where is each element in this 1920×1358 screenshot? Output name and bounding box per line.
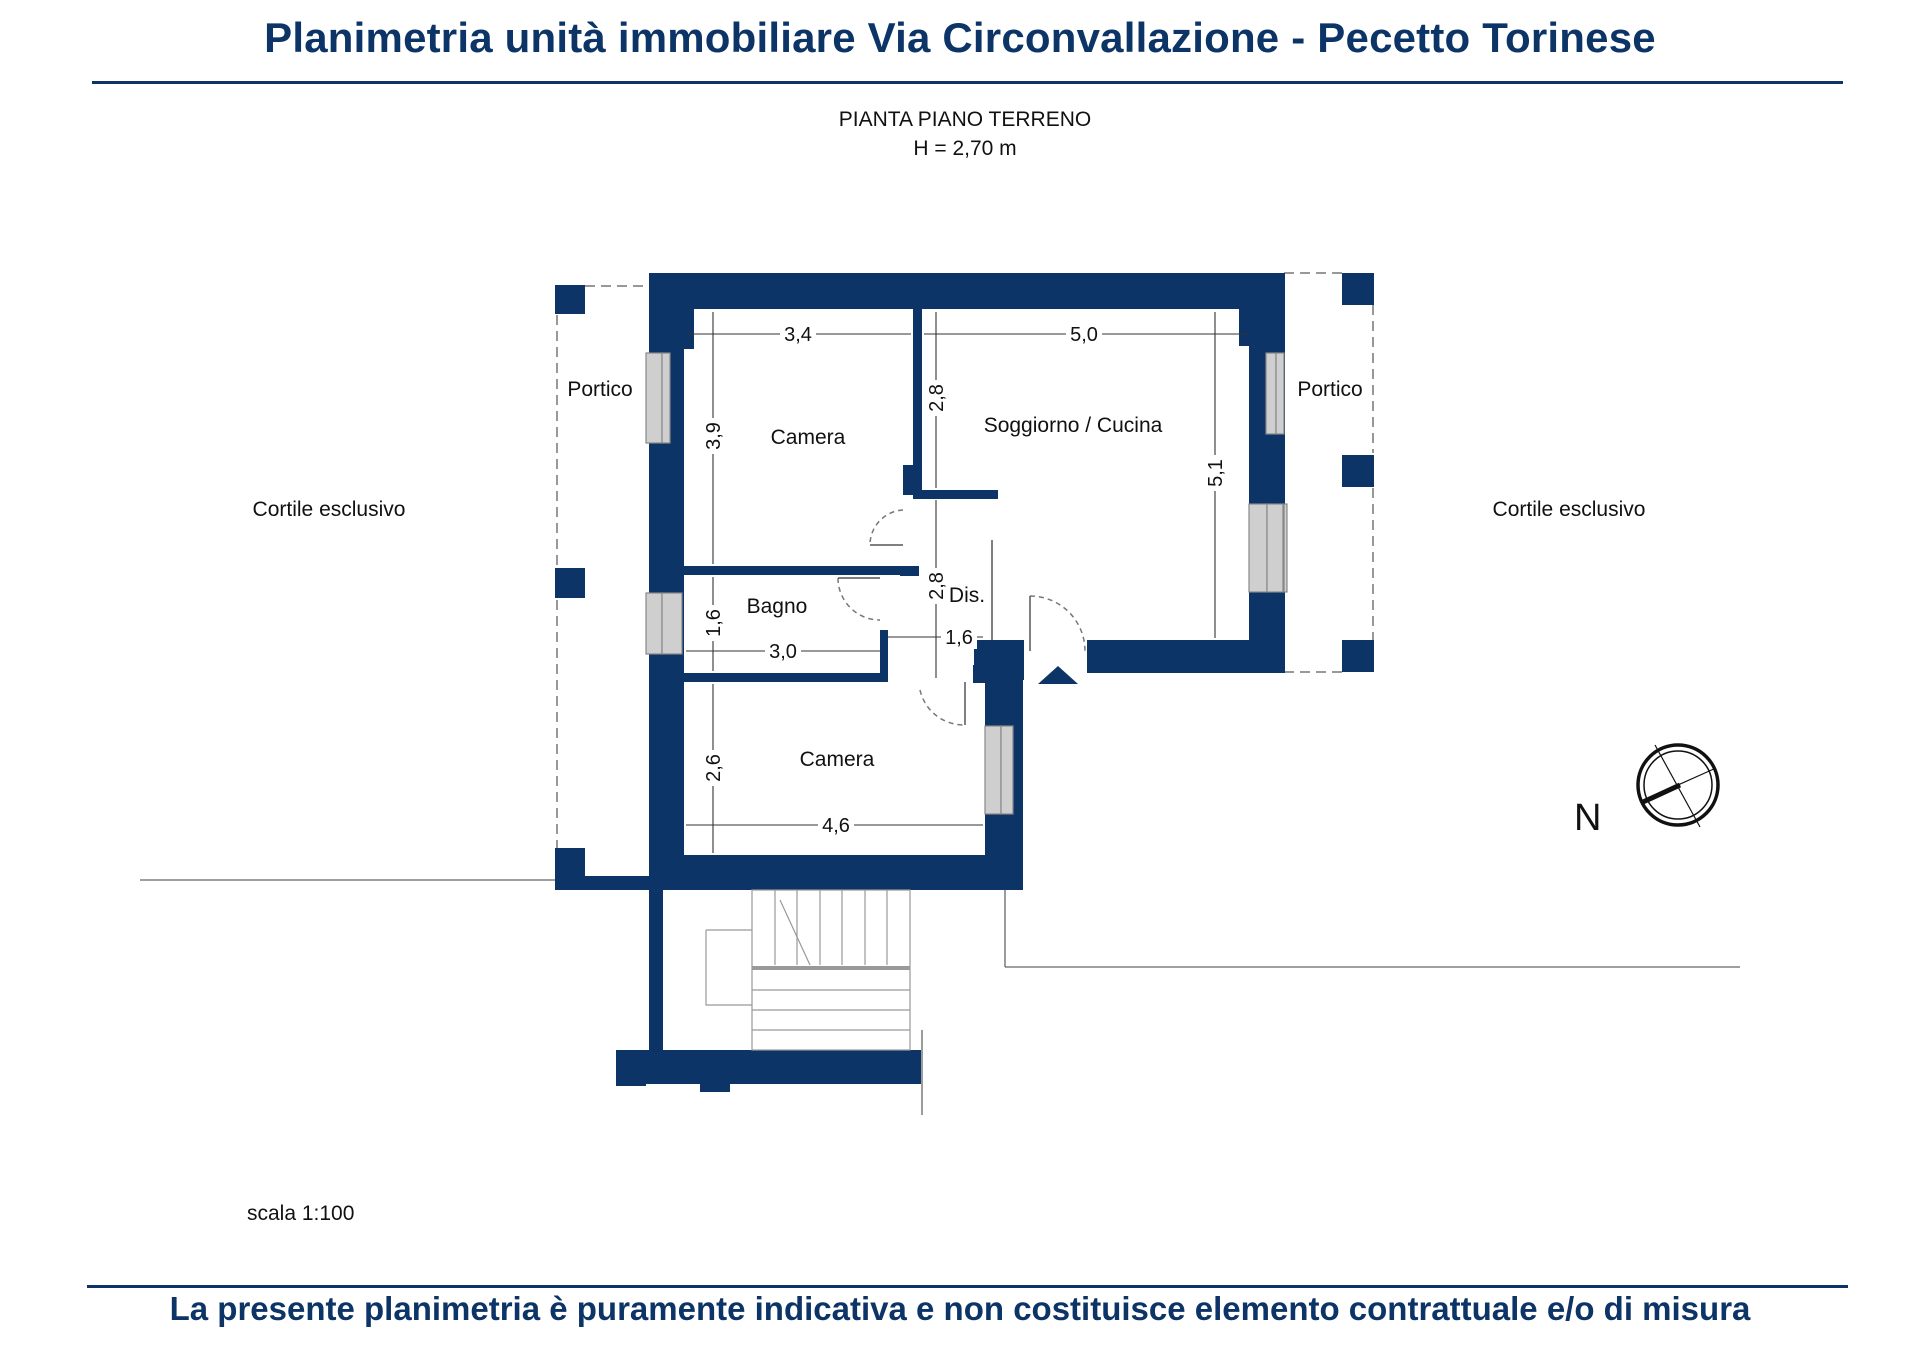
- dim-camera-bottom-depth: 2,6: [703, 754, 725, 782]
- footer-disclaimer: La presente planimetria è puramente indicativa e non costituisce elemento contrattuale e/o di misura: [169, 1290, 1751, 1327]
- dim-camera-bottom-width: 4,6: [822, 815, 850, 837]
- room-label-portico-right: Portico: [1297, 378, 1363, 401]
- room-label-camera-top: Camera: [770, 426, 846, 449]
- scale-label: scala 1:100: [247, 1202, 355, 1225]
- dim-camera-top-width: 3,4: [784, 324, 812, 346]
- north-label: N: [1574, 797, 1602, 839]
- room-label-camera-bottom: Camera: [799, 748, 875, 771]
- entrance-arrow: [1038, 666, 1078, 684]
- header-title: Planimetria unità immobiliare Via Circonvallazione - Pecetto Torinese: [264, 14, 1656, 61]
- room-label-soggiorno: Soggiorno / Cucina: [983, 414, 1163, 437]
- area-label-cortile-right: Cortile esclusivo: [1492, 498, 1646, 521]
- dim-dis-width: 1,6: [945, 627, 973, 649]
- dim-soggiorno-width: 5,0: [1070, 324, 1098, 346]
- north-compass: [1638, 745, 1718, 827]
- dim-dis-depth: 2,8: [926, 572, 948, 600]
- dim-soggiorno-depth: 5,1: [1205, 459, 1227, 487]
- dim-bagno-depth: 1,6: [703, 609, 725, 637]
- dimension-lines: [686, 312, 1247, 853]
- site-lines: [140, 880, 1740, 1115]
- floor-height: H = 2,70 m: [913, 137, 1017, 160]
- dim-soggiorno-wall-depth: 2,8: [926, 384, 948, 412]
- dim-camera-top-depth: 3,9: [703, 422, 725, 450]
- stair: [706, 890, 910, 1050]
- area-label-cortile-left: Cortile esclusivo: [252, 498, 406, 521]
- room-label-portico-left: Portico: [567, 378, 633, 401]
- footer-rule: [87, 1285, 1848, 1288]
- room-label-disimpegno: Dis.: [948, 584, 986, 607]
- room-label-bagno: Bagno: [746, 595, 808, 618]
- doors: [838, 510, 1085, 725]
- floor-title: PIANTA PIANO TERRENO: [838, 108, 1092, 131]
- dim-bagno-width: 3,0: [769, 641, 797, 663]
